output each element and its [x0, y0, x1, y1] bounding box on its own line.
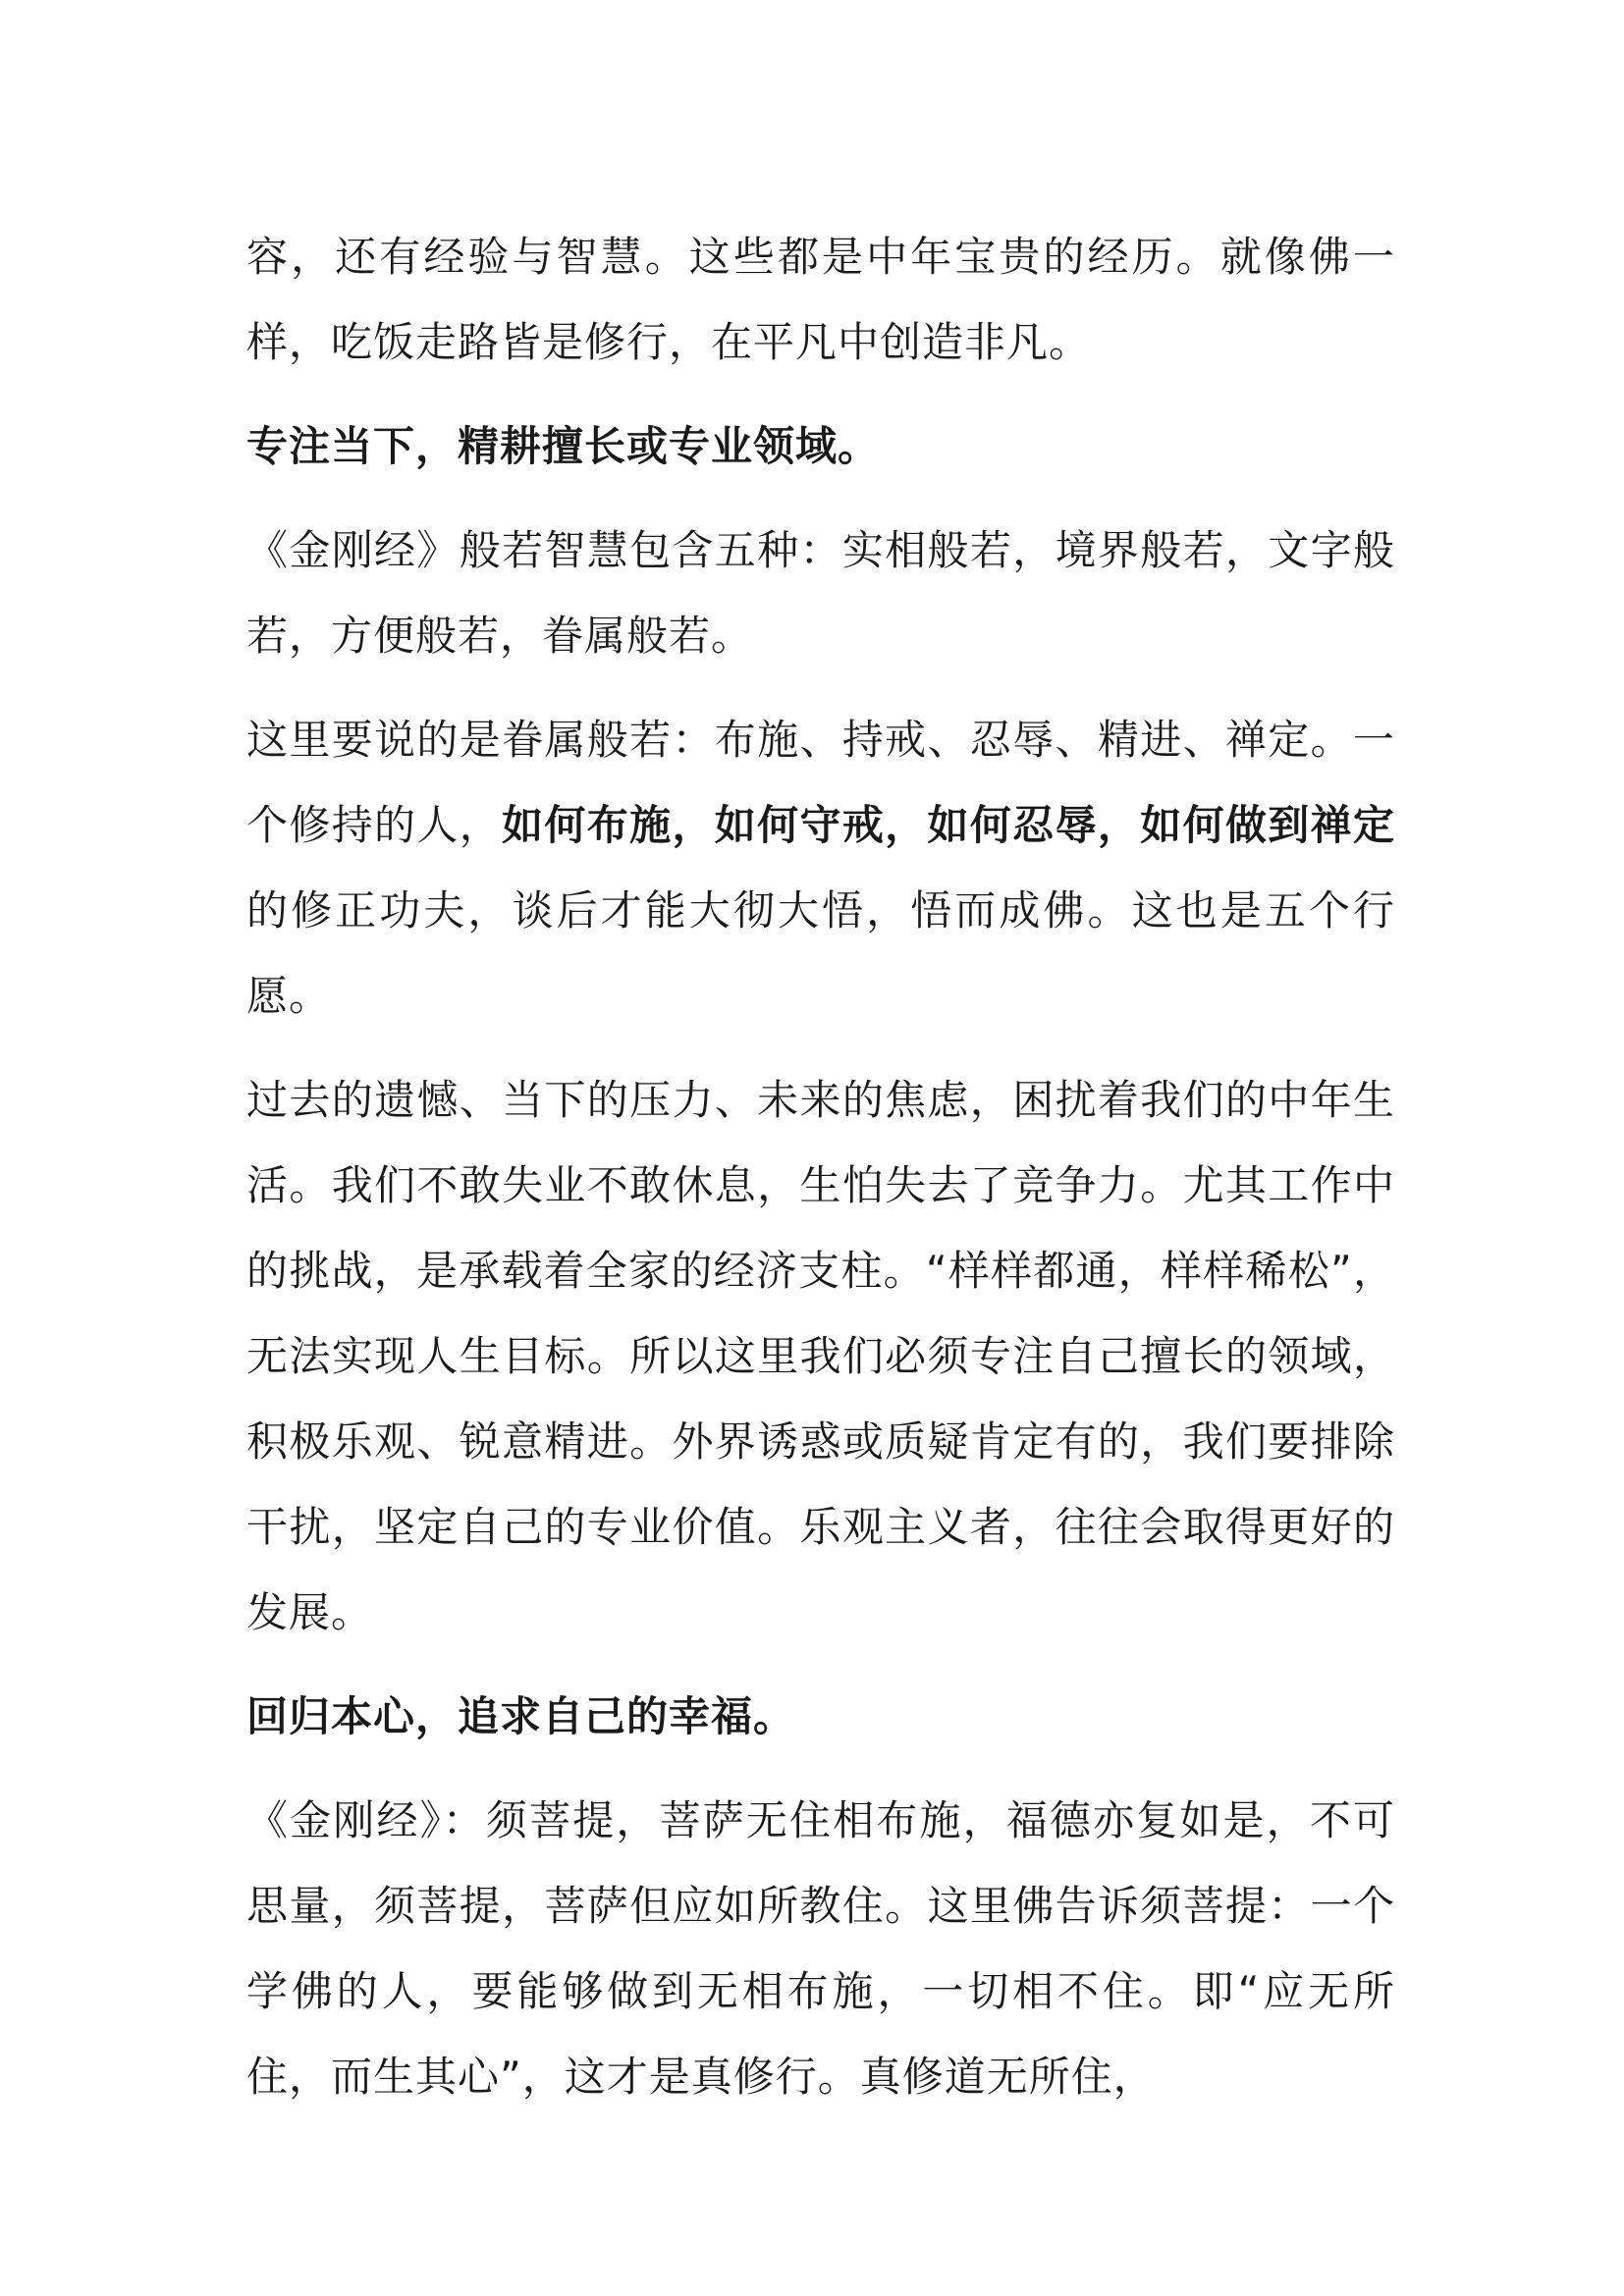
- paragraph-3-text-b: 的修正功夫，谈后才能大彻大悟，悟而成佛。这也是五个行愿。: [246, 886, 1395, 1020]
- paragraph-2: 《金刚经》般若智慧包含五种：实相般若，境界般若，文字般若，方便般若，眷属般若。: [246, 526, 1395, 660]
- paragraph-3: [246, 697, 1395, 1039]
- paragraph-4: 过去的遗憾、当下的压力、未来的焦虑，困扰着我们的中年生活。我们不敢失业不敢休息，生怕失去了竞争力。尤其工作中的挑战，是承载着全家的经济支柱。“样样都通，样样稀松”，无法实现人生目标。所以这里我们必须专注自己擅长的领域，积极乐观、锐意精进。外界诱惑或质疑肯定有的，我们要排除干扰，坚定自己的专业价值。乐观主义者，往往会取得更好的发展。: [246, 1076, 1395, 1636]
- paragraph-1: 容，还有经验与智慧。这些都是中年宝贵的经历。就像佛一样，吃饭走路皆是修行，在平凡中创造非凡。: [246, 233, 1395, 366]
- document-body: [246, 214, 1395, 2138]
- section-heading-2: 回归本心，追求自己的幸福。: [246, 1692, 796, 1740]
- paragraph-3-bold: 如何布施，如何守戒，如何忍辱，如何做到禅定: [502, 801, 1395, 849]
- section-heading-1: 专注当下，精耕擅长或专业领域。: [246, 422, 881, 470]
- paragraph-3-text-a: 这里要说的是眷属般若：布施、持戒、忍辱、精进、禅定。一个修持的人，: [246, 716, 1395, 849]
- paragraph-5: 《金刚经》：须菩提，菩萨无住相布施，福德亦复如是，不可思量，须菩提，菩萨但应如所教住。这里佛告诉须菩提：一个学佛的人，要能够做到无相布施，一切相不住。即“应无所住，而生其心”，这才是真修行。真修道无所住，: [246, 1796, 1395, 2101]
